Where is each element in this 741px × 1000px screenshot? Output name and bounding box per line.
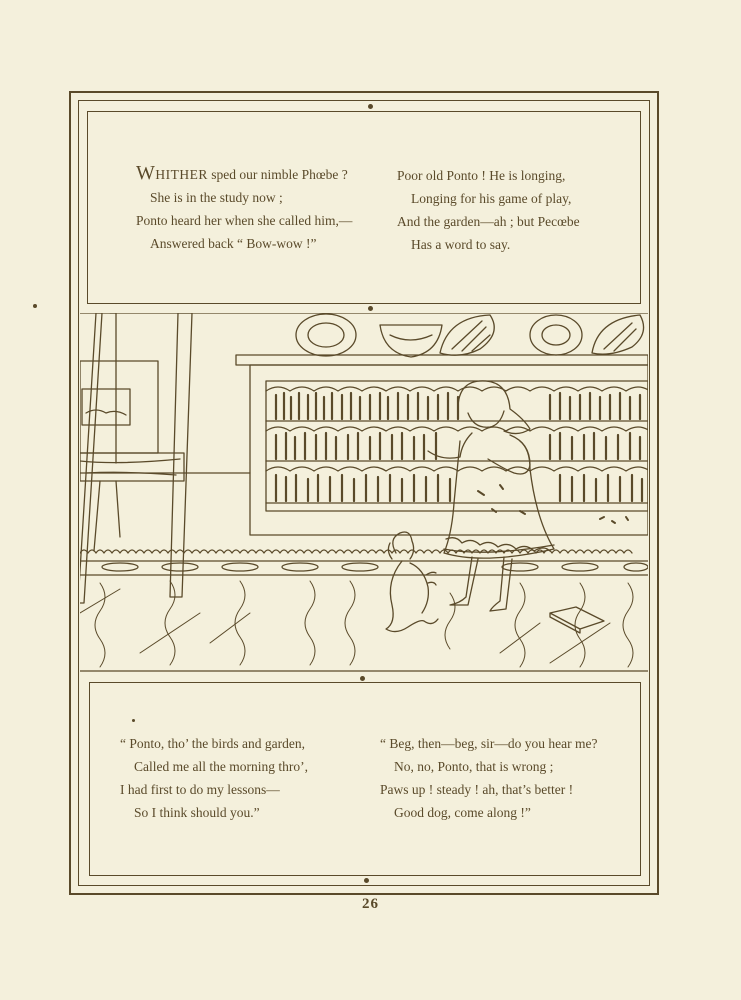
- bottom-right-stanza: [380, 732, 597, 824]
- stanza-line: Poor old Ponto ! He is longing,: [397, 168, 566, 183]
- top-right-stanza: [397, 164, 580, 256]
- book-on-floor: [550, 607, 604, 633]
- small-caps-word: HITHER: [155, 167, 208, 182]
- skirting-ovals: [102, 563, 648, 571]
- stray-dot: [33, 304, 37, 308]
- dog-ponto: [386, 532, 438, 632]
- first-line-rest: sped our nimble Phœbe ?: [207, 167, 348, 182]
- mantel-shelf: [236, 355, 648, 365]
- mantel-ornaments: [296, 314, 644, 357]
- stanza-line: She is in the study now ;: [150, 190, 283, 205]
- stanza-line: “ Ponto, tho’ the birds and garden,: [120, 736, 305, 751]
- stray-dot: [132, 719, 135, 722]
- stanza-line: So I think should you.”: [134, 805, 260, 820]
- stanza-line: Longing for his game of play,: [411, 191, 572, 206]
- frame-dot: [368, 306, 373, 311]
- stanza-line: Called me all the morning thro’,: [134, 759, 308, 774]
- frame-dot: [360, 676, 365, 681]
- stanza-line: Good dog, come along !”: [394, 805, 531, 820]
- stanza-line: Has a word to say.: [411, 237, 511, 252]
- stanza-line: “ Beg, then—beg, sir—do you hear me?: [380, 736, 598, 751]
- page-number: 26: [362, 896, 379, 912]
- top-left-stanza: [136, 162, 352, 255]
- bottom-left-stanza: [120, 732, 308, 824]
- bottom-verse-panel: [89, 682, 641, 876]
- stanza-line: And the garden—ah ; but Pecœbe: [397, 214, 580, 229]
- floor-pattern: [80, 581, 633, 667]
- bookcase: [250, 365, 648, 535]
- stanza-line: Ponto heard her when she called him,—: [136, 213, 353, 228]
- stanza-line: I had first to do my lessons—: [120, 782, 280, 797]
- frame-dot: [364, 878, 369, 883]
- top-verse-panel: [87, 111, 641, 304]
- drop-cap: W: [136, 162, 156, 184]
- easel: [80, 313, 192, 603]
- illustration-study-scene: [80, 313, 648, 675]
- stanza-line: [136, 162, 352, 186]
- frame-dot: [368, 104, 373, 109]
- stanza-line: Paws up ! steady ! ah, that’s better !: [380, 782, 574, 797]
- stanza-line: Answered back “ Bow-wow !”: [150, 236, 317, 251]
- stanza-line: No, no, Ponto, that is wrong ;: [394, 759, 554, 774]
